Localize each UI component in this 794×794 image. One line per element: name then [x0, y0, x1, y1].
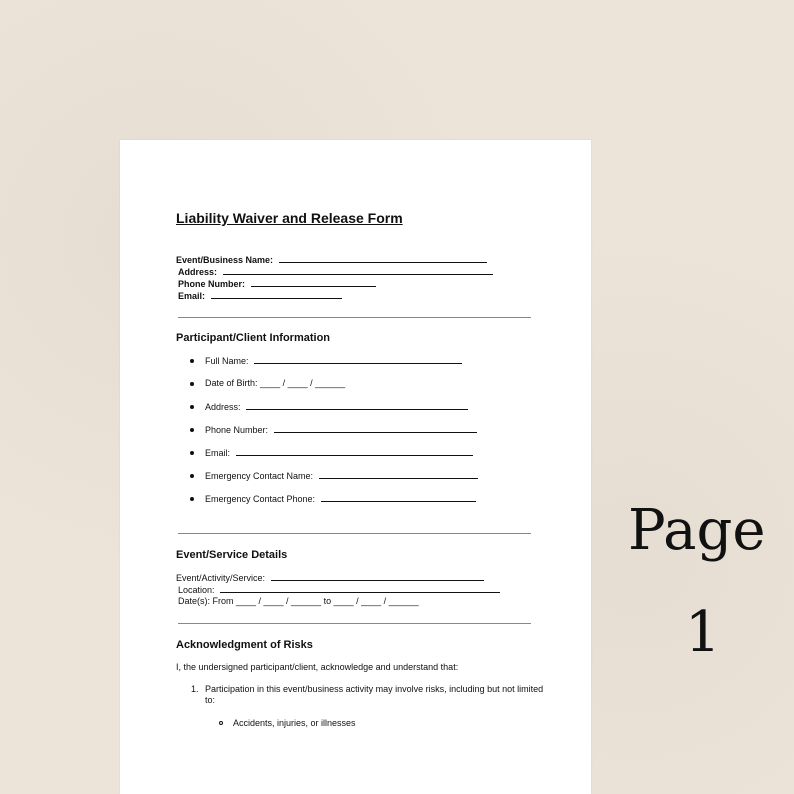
bullet [190, 428, 194, 432]
address-blank[interactable] [246, 401, 468, 410]
business-email-row [178, 290, 342, 301]
address-row [205, 401, 468, 412]
form-title: Liability Waiver and Release Form [176, 210, 403, 226]
section-divider [178, 533, 531, 534]
dob-label: Date of Birth: [205, 378, 258, 388]
phone-row [205, 424, 477, 435]
email-label: Email: [205, 448, 231, 458]
business-name-blank[interactable] [279, 254, 487, 263]
emergency-phone-blank[interactable] [321, 493, 476, 502]
emergency-name-label: Emergency Contact Name: [205, 471, 314, 481]
full-name-row [205, 355, 462, 366]
business-name-label: Event/Business Name: [176, 255, 274, 265]
event-heading: Event/Service Details [176, 549, 288, 561]
emergency-phone-row [205, 493, 476, 504]
location-row [178, 584, 500, 595]
activity-blank[interactable] [271, 572, 484, 581]
activity-row [176, 572, 484, 583]
phone-label: Phone Number: [205, 425, 269, 435]
page-label-number: 1 [685, 600, 721, 665]
business-phone-label: Phone Number: [178, 279, 246, 289]
bullet [190, 382, 194, 386]
bullet [190, 474, 194, 478]
bullet [190, 405, 194, 409]
dob-blank[interactable]: ____ / ____ / ______ [260, 378, 346, 388]
business-phone-blank[interactable] [251, 278, 376, 287]
business-phone-row [178, 278, 376, 289]
risks-heading: Acknowledgment of Risks [176, 639, 313, 651]
business-address-blank[interactable] [223, 266, 493, 275]
form-page [120, 140, 591, 794]
bullet [190, 359, 194, 363]
location-blank[interactable] [220, 584, 500, 593]
email-blank[interactable] [236, 447, 473, 456]
location-label: Location: [178, 585, 215, 595]
business-address-label: Address: [178, 267, 218, 277]
risks-intro: I, the undersigned participant/client, acknowledge and understand that: [176, 662, 459, 672]
business-email-blank[interactable] [211, 290, 342, 299]
hollow-bullet [219, 721, 223, 725]
full-name-label: Full Name: [205, 356, 249, 366]
activity-label: Event/Activity/Service: [176, 573, 266, 583]
emergency-name-row [205, 470, 478, 481]
risk-item-number: 1. [191, 684, 199, 694]
business-address-row [178, 266, 493, 277]
emergency-name-blank[interactable] [319, 470, 478, 479]
participant-heading: Participant/Client Information [176, 332, 331, 344]
business-name-row [176, 254, 487, 265]
business-email-label: Email: [178, 291, 206, 301]
phone-blank[interactable] [274, 424, 477, 433]
full-name-blank[interactable] [254, 355, 462, 364]
section-divider [178, 623, 531, 624]
address-label: Address: [205, 402, 241, 412]
page-label-word: Page [628, 498, 766, 563]
bullet [190, 451, 194, 455]
dates-row[interactable]: Date(s): From ____ / ____ / ______ to ____ / ____ / ______ [178, 596, 419, 606]
risk-item-text-cont: to: [205, 695, 216, 705]
risk-item-text: Participation in this event/business activity may involve risks, including but not limited [205, 684, 544, 694]
section-divider [178, 317, 531, 318]
emergency-phone-label: Emergency Contact Phone: [205, 494, 316, 504]
risk-sub-item: Accidents, injuries, or illnesses [233, 718, 356, 728]
dob-row [205, 378, 345, 388]
email-row [205, 447, 473, 458]
bullet [190, 497, 194, 501]
